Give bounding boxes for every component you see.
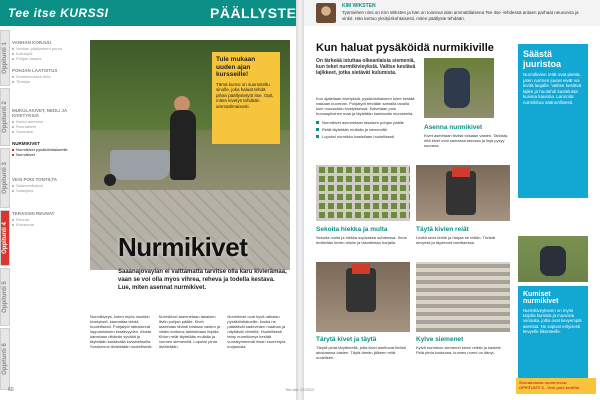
- lead-paragraph: Saaanajovaylan ei valttamatta tarvitse olla karu kivierämaa, vaan se voi olla myos vihrea, reheva ja todella kestava. Lue, miten asennat nurmikivet.: [118, 269, 287, 291]
- callout-box: [212, 52, 280, 144]
- toc-title: TERASSIN REUNAT: [12, 211, 55, 216]
- right-body: Kun ajatellaan kivetyksiä, pysäköintialueen tulee kestää raskaan kuorman. Pohjatyöt tehdään samalla tavalla kuin muussakin kivetyksessä. Kaivetaan pois humuspitoinen maa ja täytetään kantavalla murskeella. Nurmikivet asennetaan tasaisen pohjan päälle Reiät täytetään mullalla ja siemenillä Lopuksi nurmikko kastellaan huolellisesti: [316, 96, 415, 139]
- toc-item: Nurmikivet: [12, 152, 88, 157]
- toc-group: [12, 211, 88, 227]
- expert-name: KIM WIKSTEN: [342, 3, 376, 9]
- info-box-text: Nurmikiveykseen on myös tarjolla kumisia ja muovisia versioita, jotka ovat kevyempiä asentaa. Ne sopivat erityisesti kevyelle liikenteelle.: [523, 308, 582, 334]
- toc-item: Nurmikivet pysäköintialueelle: [12, 147, 88, 152]
- toc-item: Reunat: [12, 217, 88, 222]
- list-item: Nurmikivet asennetaan tasaisen pohjan päälle: [316, 120, 416, 125]
- photo-tool: [416, 165, 510, 221]
- section-title: PÄÄLLYSTE: [210, 5, 297, 21]
- toc-item: Kivien asennus: [12, 119, 88, 124]
- next-issue-banner: Seuraavassa numerossa: OPPITUNTI 5 - Vesi pois tontilta: [516, 378, 596, 394]
- toc-group: [12, 177, 88, 193]
- wheelbarrow: [110, 150, 170, 180]
- body-column: Nurmikivet ovat hyvä ratkaisu pysäköintialueille, koska ne päästävät sadeveden maahan ja näyttävät vihreiltä. Huolellisesti tehty nurmikiveys kestää vuosikymmeniä ilman suurempia korjauksia.: [227, 314, 286, 349]
- step-title: Täytä kivien reiät: [416, 226, 469, 233]
- step-text: Tärytä pinta täryttimellä, jotta kivet asettuvat tiiviisti alustaansa vasten. Täytä tämän jälkeen reiät uudelleen.: [316, 345, 406, 360]
- brand-title: Tee itse KURSSI: [8, 6, 109, 20]
- step-title: Kylve siemenet: [416, 336, 464, 343]
- toc-item: Tiivistys: [12, 79, 88, 84]
- gutter: [296, 0, 304, 400]
- expert-text: Työmiehen nimi on Kim Wiksten ja hän on toiminut alan ammattilaisena Tee itse -lehdessä antaen parhaat neuvonsa ja vinkit. Hän kertoo yksityiskohtaisesti, miten päällyste tehdään.: [342, 10, 579, 21]
- issue-label: Tee itse 12/2012: [285, 387, 315, 392]
- body-column: Nurmikivet asennetaan tasaisen tiiviin pohjan päälle. Kivet asetetaan tiiviisti toisiaan vasten ja niiden korkeus tarkistetaan linjalla. Kivien reiät täytetään mullalla ja nurmen siemenillä. Lopuksi pinta tiivistetään.: [158, 314, 221, 349]
- worker: [170, 110, 196, 180]
- info-box-title: Kumiset nurmikivet: [523, 291, 559, 305]
- toc-item: Salaojitus: [12, 188, 88, 193]
- step-title: Tärytä kivet ja täytä: [316, 336, 377, 343]
- lesson-tabs: [0, 30, 10, 390]
- toc-item: Reunakivet: [12, 124, 88, 129]
- right-intro: On tärkeää istuttaa oikeanlaisia siemeniä, kun teket nurmikivieyksiä. Valitse kestävä lajikkeet, jotka sietävät kulumista.: [316, 58, 416, 76]
- toc-title: VANHAN KORJUU: [12, 40, 52, 45]
- toc-title: MUKULAKIVET, NEDLI JA KIVETYKSIÄ: [12, 108, 68, 118]
- tab-lesson-5[interactable]: Oppitunti 5: [0, 268, 10, 326]
- toc-item: Sorakerroksen teko: [12, 74, 88, 79]
- step-text: Levitä seos kiville ja harjaa se reikiin. Tiivistä kevyesti ja täydennä tarvittaessa.: [416, 235, 495, 245]
- step-text: Sekoita multa ja hiekka sopivassa suhteessa. Seos levitetään kivien reikiin ja tasoitetaan harjalla.: [316, 235, 407, 245]
- toc-item: Kaivutyöt: [12, 51, 88, 56]
- photo-compactor: [316, 262, 410, 332]
- photo-grass-grid: [316, 165, 410, 221]
- step-title: Sekoita hiekka ja multa: [316, 226, 388, 233]
- toc-group-active: [12, 141, 88, 157]
- toc-group: [12, 40, 88, 61]
- toc-group: [12, 68, 88, 84]
- info-box: [518, 44, 588, 198]
- tab-lesson-3[interactable]: Oppitunti 3: [0, 148, 10, 208]
- step-title: Asenna nurmikivet: [424, 124, 483, 131]
- tab-lesson-1[interactable]: Oppitunti 1: [0, 30, 10, 86]
- tab-lesson-6[interactable]: Oppitunti 6: [0, 328, 10, 390]
- page-number-left: 60: [8, 387, 14, 393]
- toc-item: Vanhan päällysteen purku: [12, 46, 88, 51]
- info-box-title: Säästä juuristoa: [523, 49, 562, 69]
- toc-item: Pohjan tasaus: [12, 56, 88, 61]
- avatar: [316, 3, 336, 23]
- headline: Nurmikivet: [118, 232, 248, 262]
- toc-title: VESI POIS TONTILTA: [12, 177, 58, 182]
- toc-item: Kivireunat: [12, 222, 88, 227]
- tab-lesson-4[interactable]: Oppitunti 4: [0, 210, 10, 266]
- table-of-contents: [12, 40, 88, 234]
- info-box-text: Nurmikivien reiät ovat pieniä, joten nurmen juuret eivät voi levitä laajalle. Valitse kestävä lajike ja huolehdi kastelusta kuivina kausina. Lannoita nurmikkoa säännöllisesti.: [523, 72, 582, 105]
- callout-text: Tämä kurssi on suunniteltu sinulle, joka haluat tehdä pihan päällystetyöt itse. Opit, miten kivetys tehdään ammattimaisesti.: [216, 81, 274, 109]
- list-item: Reiät täytetään mullalla ja siemenillä: [316, 127, 416, 132]
- callout-title: Tule mukaan uuden ajan kursseille!: [216, 56, 256, 78]
- list-item: Lopuksi nurmikko kastellaan huolellisesti: [316, 134, 416, 139]
- info-box: [518, 286, 588, 378]
- photo-kneeling: [518, 236, 588, 282]
- toc-title: POHJAN LAATOITUS: [12, 68, 58, 73]
- right-list: [316, 120, 416, 139]
- toc-item: Saumaus: [12, 129, 88, 134]
- header-bar: [0, 0, 296, 26]
- body-column: Nurmikiveys, kuten myös muutkin kivetykset, kannattaa tehdä huolellisesti. Pohjatyöt ratkaisevat lopputuloksen kestävyyden. Alusta kaivetaan riittävän syvältä ja täytetään kantavalla kiviaineksella. Sorakerros tiivistetään huolellisesti.: [90, 314, 153, 349]
- toc-group: [12, 108, 88, 134]
- body-text: [90, 314, 290, 386]
- toc-title: NURMIKIVET: [12, 141, 40, 146]
- photo-worker: [424, 58, 494, 118]
- right-title: Kun haluat pysäköidä nurmikiville: [316, 42, 494, 54]
- step-text: Kivet asetetaan tiiviisti toisiaan vasten. Tarkista, että kivet ovat samassa tasossa ja linja pysyy suorana.: [424, 133, 509, 148]
- step-text: Kylvä nurmikon siemenet kiven reikiin ja kastele. Pidä pinta kosteana, kunnes nurmi on itänyt.: [416, 345, 502, 355]
- photo-sand: [416, 262, 510, 332]
- toc-item: Sadevesikaivot: [12, 183, 88, 188]
- tab-lesson-2[interactable]: Oppitunti 2: [0, 88, 10, 146]
